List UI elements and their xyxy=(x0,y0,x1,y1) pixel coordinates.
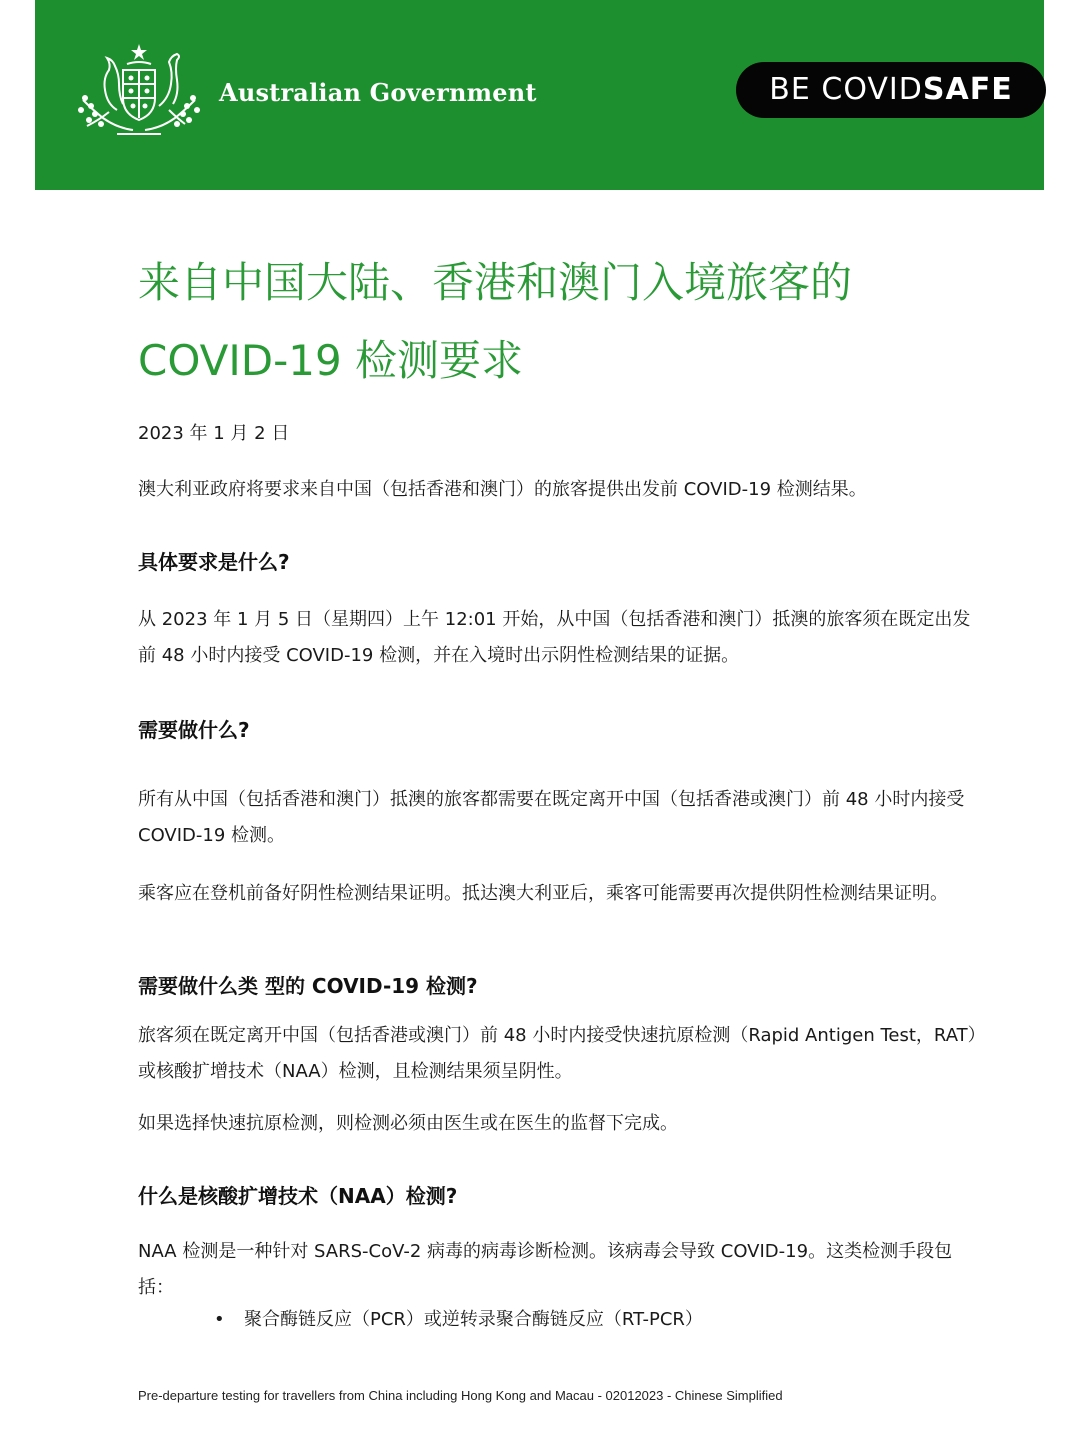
section-paragraph: NAA 检测是一种针对 SARS-CoV-2 病毒的病毒诊断检测。该病毒会导致 COVID-19。这类检测手段包括： xyxy=(138,1241,953,1298)
section-heading: 需要做什么类 型的 COVID-19 检测? xyxy=(138,974,478,998)
section-paragraph: 从 2023 年 1 月 5 日（星期四）上午 12:01 开始，从中国（包括香港和澳门）抵澳的旅客须在既定出发前 48 小时内接受 COVID-19 检测，并在入境时出示阴性检测结果的证据。 xyxy=(138,609,971,666)
slogan-bold: SAFE xyxy=(922,72,1013,107)
section-heading: 需要做什么? xyxy=(138,718,250,742)
slogan-regular: BE COVID xyxy=(769,72,923,107)
section-heading: 什么是核酸扩增技术（NAA）检测? xyxy=(138,1184,458,1208)
intro-paragraph: 澳大利亚政府将要求来自中国（包括香港和澳门）的旅客提供出发前 COVID-19 检测结果。 xyxy=(138,479,867,500)
list-item-text: 聚合酶链反应（PCR）或逆转录聚合酶链反应（RT-PCR） xyxy=(244,1309,703,1330)
list-item xyxy=(214,1304,703,1336)
government-name: Australian Government xyxy=(219,78,537,107)
section-paragraph: 如果选择快速抗原检测，则检测必须由医生或在医生的监督下完成。 xyxy=(138,1113,678,1134)
bullet-icon: • xyxy=(214,1309,225,1330)
header-banner xyxy=(35,0,1044,190)
section-heading: 具体要求是什么? xyxy=(138,550,290,574)
section-paragraph: 乘客应在登机前备好阴性检测结果证明。抵达澳大利亚后，乘客可能需要再次提供阴性检测结果证明。 xyxy=(138,883,948,904)
section-paragraph: 所有从中国（包括香港和澳门）抵澳的旅客都需要在既定离开中国（包括香港或澳门）前 48 小时内接受 COVID-19 检测。 xyxy=(138,789,965,846)
document-date: 2023 年 1 月 2 日 xyxy=(138,423,290,444)
coat-of-arms-icon xyxy=(73,40,205,140)
be-covidsafe-badge xyxy=(736,62,1046,118)
page-title-line-2: COVID-19 检测要求 xyxy=(138,336,524,385)
page-footer: Pre-departure testing for travellers from China including Hong Kong and Macau - 02012023 - Chinese Simplified xyxy=(138,1388,783,1403)
page-title-line-1: 来自中国大陆、香港和澳门入境旅客的 xyxy=(138,258,853,307)
section-paragraph: 旅客须在既定离开中国（包括香港或澳门）前 48 小时内接受快速抗原检测（Rapid Antigen Test，RAT）或核酸扩增技术（NAA）检测，且检测结果须呈阴性。 xyxy=(138,1025,986,1082)
